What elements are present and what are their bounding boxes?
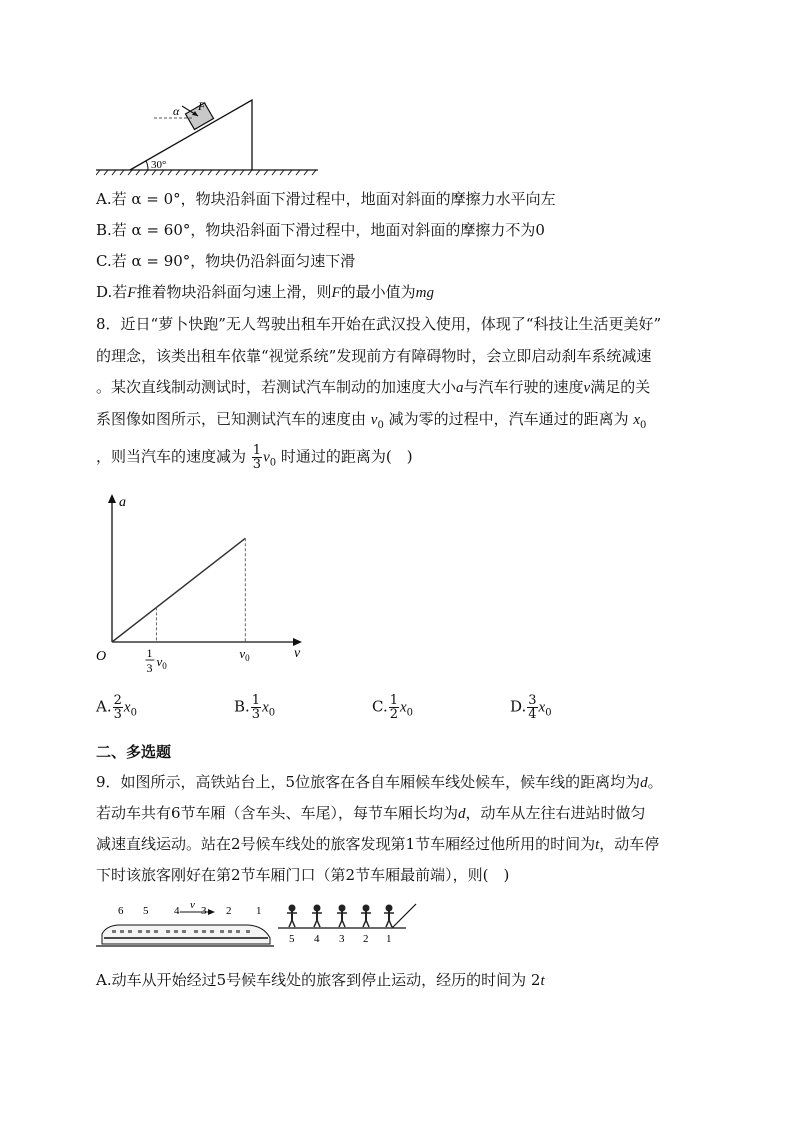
angle-arc — [146, 161, 148, 170]
q7-option-c: C.若 α = 90°，物块仍沿斜面匀速下滑 — [96, 252, 356, 270]
car-label: 6 — [118, 905, 124, 917]
q9-line-3: 减速直线运动。站在2号候车线处的旅客发现第1节车厢经过他所用的时间为t，动车停 — [96, 835, 660, 853]
passengers — [287, 905, 394, 927]
ground-hatch — [96, 170, 316, 175]
passenger-icon — [312, 905, 322, 927]
angle-label: 30° — [151, 159, 167, 171]
car-label: 1 — [256, 905, 262, 917]
passenger-icon — [337, 905, 347, 927]
x-axis-arrow — [293, 638, 302, 646]
car-label: 4 — [174, 905, 180, 917]
train-platform-figure — [96, 900, 426, 952]
tick-label-v0: $v_0$ — [239, 646, 250, 663]
a-v-line — [112, 538, 245, 642]
q8-option-b[interactable]: B. $\frac{1}{3}$ $x_0$ — [234, 693, 276, 722]
waiting-line-label: 5 — [289, 933, 295, 945]
q9-line-1: 9．如图所示，高铁站台上，5位旅客在各自车厢候车线处候车，候车线的距离均为d。 — [96, 773, 663, 791]
fraction-one-third: $\frac{1}{3}$ — [252, 443, 262, 472]
q9-option-a: A.动车从开始经过5号候车线处的旅客到停止运动，经历的时间为 2t — [96, 971, 545, 989]
train-body — [102, 925, 270, 944]
alpha-label: α — [173, 104, 180, 118]
q8-option-c[interactable]: C. $\frac{1}{2}$ $x_0$ — [372, 693, 414, 722]
q8-line-1: 8．近日“萝卜快跑”无人驾驶出租车开始在武汉投入使用，体现了“科技让生活更美好” — [96, 315, 662, 333]
svg-text:3: 3 — [146, 661, 153, 675]
velocity-label: v — [190, 900, 195, 911]
q7-option-b: B.若 α = 60°，物块沿斜面下滑过程中，地面对斜面的摩擦力不为0 — [96, 221, 545, 239]
passenger-icon — [287, 905, 297, 927]
q8-option-a[interactable]: A. $\frac{2}{3}$ $x_0$ — [96, 693, 137, 722]
svg-text:v0: $v_0$ — [156, 654, 167, 671]
platform-edge — [392, 904, 416, 928]
waiting-line-label: 3 — [339, 933, 345, 945]
q9-line-2: 若动车共有6节车厢（含车头、车尾），每节车厢长均为d，动车从左往右进站时做匀 — [96, 804, 646, 822]
waiting-line-labels — [289, 933, 392, 945]
svg-text:1: 1 — [146, 646, 153, 660]
incline-figure — [96, 96, 336, 176]
waiting-line-label: 2 — [363, 933, 369, 945]
y-axis-arrow — [108, 494, 116, 503]
q7-option-a: A.若 α = 0°，物块沿斜面下滑过程中，地面对斜面的摩擦力水平向左 — [96, 190, 556, 208]
waiting-line-label: 4 — [314, 933, 320, 945]
car-label: 5 — [143, 905, 149, 917]
force-label: F — [198, 99, 206, 113]
passenger-icon — [361, 905, 371, 927]
q8-line-5: ，则当汽车的速度减为 $\frac{1}{3}$ $v_0$ 时通过的距离为( ) — [96, 443, 413, 472]
section-heading-multiple-choice: 二、多选题 — [96, 743, 172, 761]
q7-option-d: D.若F推着物块沿斜面匀速上滑，则F的最小值为mg — [96, 283, 434, 301]
q8-line-3: 。某次直线制动测试时，若测试汽车制动的加速度大小a与汽车行驶的速度v满足的关 — [96, 378, 651, 396]
origin-label: O — [96, 649, 107, 664]
waiting-line-label: 1 — [386, 933, 392, 945]
car-label: 3 — [201, 905, 207, 917]
q8-line-4: 系图像如图所示，已知测试汽车的速度由 $v_0$ 减为零的过程中，汽车通过的距离为 $x_0$ — [96, 410, 647, 431]
q8-line-2: 的理念，该类出租车依靠“视觉系统”发现前方有障碍物时，会立即启动刹车系统减速 — [96, 347, 652, 365]
q9-line-4: 下时该旅客刚好在第2节车厢门口（第2节车厢最前端），则( ) — [96, 866, 510, 884]
car-label: 2 — [226, 905, 232, 917]
tick-label-third-v0 — [145, 646, 167, 675]
velocity-arrowhead — [208, 909, 215, 915]
x-axis-label: v — [294, 646, 301, 661]
q8-option-d[interactable]: D. $\frac{3}{4}$ $x_0$ — [510, 693, 552, 722]
a-v-chart — [92, 490, 322, 680]
y-axis-label: a — [119, 495, 126, 510]
passenger-icon — [384, 905, 394, 927]
